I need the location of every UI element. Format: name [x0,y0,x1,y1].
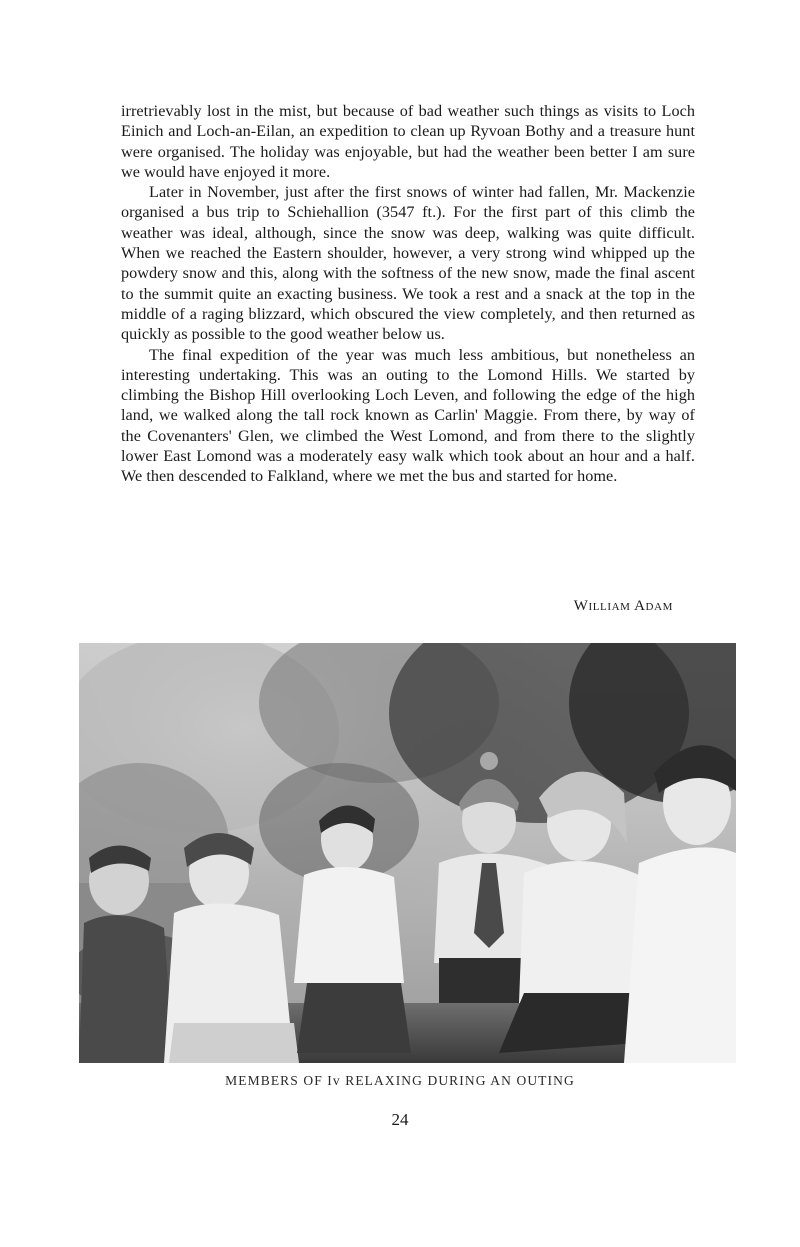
paragraph-1: irretrievably lost in the mist, but because of bad weather such things as visits to Loch Einich and Loch-an-Eilan, an expedition to clean up Ryvoan Bothy and a treasure hunt were organised. The holiday was enjoyable, but had the weather been better I am sure we would have enjoyed it more. [121,102,695,181]
page-number: 24 [391,1110,409,1129]
photo-illustration [79,643,736,1063]
group-photograph [79,643,736,1063]
author-signature: William Adam [573,598,673,614]
photo-caption: MEMBERS OF Iv RELAXING DURING AN OUTING [225,1073,575,1088]
paragraph-2: Later in November, just after the first snows of winter had fallen, Mr. Mackenzie organised a bus trip to Schiehallion (3547 ft.). For the first part of this climb the weather was ideal, although, since the snow was deep, walking was quite difficult. When we reached the Eastern shoulder, however, a very strong wind whipped up the powdery snow and this, along with the softness of the new snow, made the final ascent to the summit quite an exacting business. We took a rest and a snack at the top in the middle of a raging blizzard, which obscured the view completely, and then returned as quickly as possible to the good weather below us. [121,183,695,344]
article-body [121,101,695,487]
paragraph-3: The final expedition of the year was much less ambitious, but nonetheless an interesting undertaking. This was an outing to the Lomond Hills. We started by climbing the Bishop Hill overlooking Loch Leven, and following the edge of the high land, we walked along the tall rock known as Carlin' Maggie. From there, by way of the Covenanters' Glen, we climbed the West Lomond, and from there to the slightly lower East Lomond was a moderately easy walk which took about an hour and a half. We then descended to Falkland, where we met the bus and started for home. [121,345,695,486]
